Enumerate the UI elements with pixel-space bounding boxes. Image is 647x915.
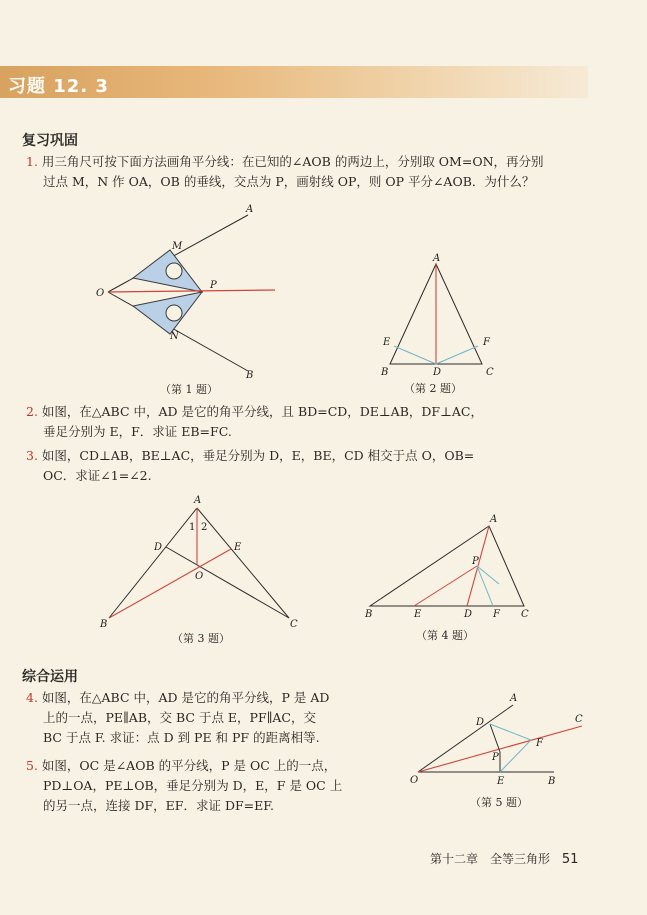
figure-2 (380, 253, 494, 378)
label-d: D (433, 367, 442, 378)
label-a: A (490, 514, 498, 525)
question-text: 过点 M，N 作 OA，OB 的垂线，交点为 P，画射线 OP，则 OP 平分∠AOB．为什么？ (43, 174, 535, 189)
label-a: A (194, 495, 202, 506)
question-2 (26, 402, 591, 442)
figure-5-caption: （第 5 题） (470, 796, 528, 809)
question-5 (26, 756, 426, 816)
page-number: 51 (561, 852, 579, 867)
label-o: O (410, 775, 419, 786)
figure-1 (96, 204, 275, 381)
question-number: 5. (26, 758, 38, 773)
label-c: C (575, 714, 583, 725)
label-d: D (154, 542, 163, 553)
question-text: 垂足分别为 E，F．求证 EB=FC. (43, 424, 232, 439)
section-title-application: 综合运用 (22, 669, 78, 685)
question-number: 1. (26, 154, 38, 169)
question-4 (26, 688, 426, 748)
label-d: D (464, 609, 473, 620)
question-number: 2. (26, 404, 38, 419)
label-b: B (246, 370, 254, 381)
label-e: E (497, 776, 505, 787)
label-f: F (536, 738, 543, 749)
question-text: 上的一点，PE∥AB，交 BC 于点 E，PF∥AC，交 (43, 710, 316, 725)
label-d: D (476, 717, 485, 728)
label-b: B (548, 776, 556, 787)
chapter-title: 第十二章 全等三角形 (430, 852, 551, 866)
figure-4 (364, 514, 529, 620)
question-text: OC．求证∠1=∠2. (43, 468, 152, 483)
label-b: B (100, 619, 108, 630)
question-text: PD⊥OA，PE⊥OB，垂足分别为 D，E，F 是 OC 上 (43, 778, 343, 793)
label-p: P (210, 280, 217, 291)
label-b: B (365, 609, 373, 620)
section-title-review: 复习巩固 (22, 133, 78, 149)
question-number: 4. (26, 690, 38, 705)
exercise-header-title: 习题 12. 3 (8, 76, 109, 97)
figure-3-caption: （第 3 题） (172, 632, 230, 645)
label-c: C (521, 609, 529, 620)
label-c: C (486, 367, 494, 378)
label-n: N (170, 331, 179, 342)
label-a: A (246, 204, 254, 215)
question-text: 用三角尺可按下面方法画角平分线：在已知的∠AOB 的两边上，分别取 OM=ON，再分别 (41, 154, 544, 169)
figure-3 (99, 495, 298, 630)
figure-5 (410, 693, 583, 787)
question-text: 如图，CD⊥AB，BE⊥AC，垂足分别为 D，E，BE，CD 相交于点 O，OB= (41, 448, 475, 463)
label-angle-2: 2 (201, 522, 208, 533)
page-footer (430, 850, 578, 867)
question-text: 如图，OC 是∠AOB 的平分线，P 是 OC 上的一点， (41, 758, 337, 773)
label-b: B (381, 367, 389, 378)
label-f: F (493, 609, 500, 620)
label-c: C (290, 619, 298, 630)
label-a: A (510, 693, 518, 704)
figure-4-caption: （第 4 题） (416, 629, 474, 642)
label-m: M (172, 241, 183, 252)
label-p: P (472, 556, 479, 567)
label-o: O (96, 288, 105, 299)
question-number: 3. (26, 448, 38, 463)
label-e: E (414, 609, 422, 620)
label-p: P (492, 752, 499, 763)
figure-2-caption: （第 2 题） (404, 382, 462, 395)
question-3 (26, 446, 591, 486)
label-o: O (195, 571, 204, 582)
figure-1-caption: （第 1 题） (160, 383, 218, 396)
question-text: 如图，在△ABC 中，AD 是它的角平分线，P 是 AD (41, 690, 330, 705)
question-text: BC 于点 F. 求证：点 D 到 PE 和 PF 的距离相等. (43, 730, 320, 745)
question-text: 的另一点，连接 DF，EF．求证 DF=EF. (43, 798, 274, 813)
label-f: F (483, 337, 490, 348)
label-a: A (433, 253, 441, 264)
label-e: E (383, 337, 391, 348)
label-e: E (234, 542, 242, 553)
question-text: 如图，在△ABC 中，AD 是它的角平分线，且 BD=CD，DE⊥AB，DF⊥AC， (41, 404, 483, 419)
label-angle-1: 1 (189, 522, 196, 533)
